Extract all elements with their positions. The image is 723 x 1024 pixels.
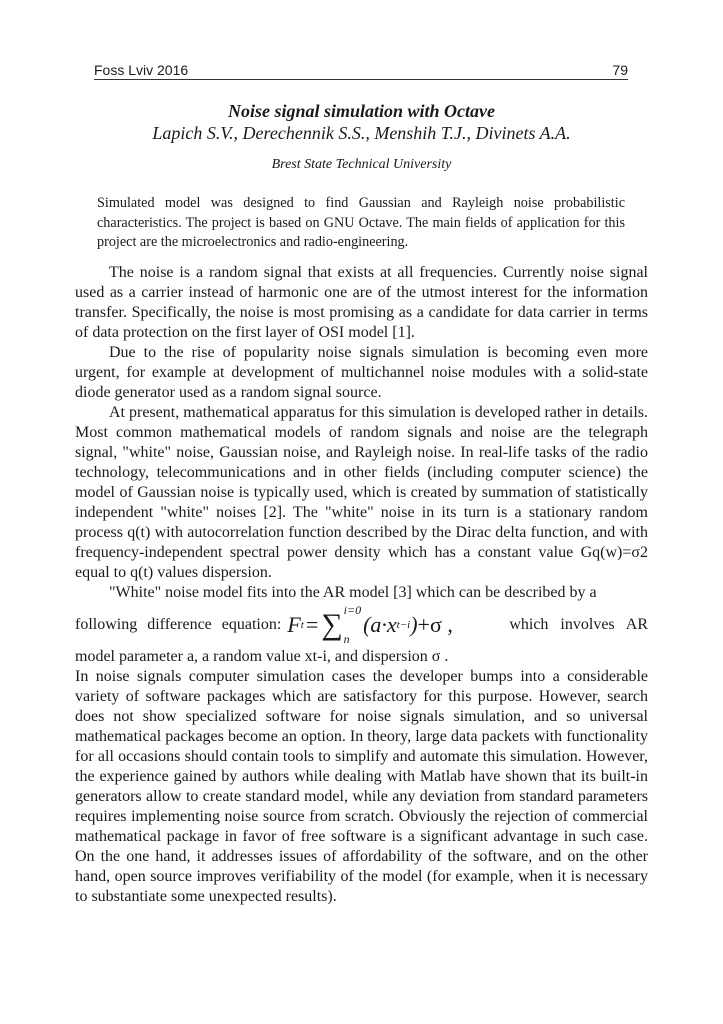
formula-term: (a·x xyxy=(363,612,397,637)
formula-lhs: F xyxy=(287,612,301,637)
formula-lhs-sub: t xyxy=(300,619,304,631)
formula-term-close: ) xyxy=(410,612,418,637)
page-number: 79 xyxy=(612,62,628,78)
paragraph: Due to the rise of popularity noise signals simulation is becoming even more urgent, for example at development of multichannel noise modules with a solid-state diode generator used as a random signal source. xyxy=(75,344,648,401)
formula-line xyxy=(75,603,648,647)
paper-affiliation: Brest State Technical University xyxy=(271,157,452,172)
paragraph: model parameter a, a random value xt-i, and dispersion σ . xyxy=(75,648,449,665)
ar-model-equation xyxy=(287,603,453,646)
paper-authors: Lapich S.V., Derechennik S.S., Menshih T.J., Divinets A.A. xyxy=(152,123,571,143)
paragraph: At present, mathematical apparatus for this simulation is developed rather in details. Most common mathematical models of random signals and noise are the telegraph signal, "white" noise, Gaussian noise, and Rayleigh noise. In real-life tasks of the radio technology, telecommunications and in other fields (including computer science) the model of Gaussian noise is typically used, which is created by summation of statistically independent "white" noises [2]. The "white" noise in its turn is a stationary random process q(t) with autocorrelation function described by the Dirac delta function, and with frequency-independent spectral power density which has a constant value Gq(w)=σ2 equal to q(t) values dispersion. xyxy=(75,404,648,581)
paper-title: Noise signal simulation with Octave xyxy=(227,101,496,121)
paragraph: The noise is a random signal that exists at all frequencies. Currently noise signal used as a carrier instead of harmonic one are of the utmost interest for the information transfer. Specifically, the noise is most promising as a candidate for data carrier in terms of data protection on the first layer of OSI model [1]. xyxy=(75,264,648,341)
body-text xyxy=(75,263,648,907)
formula-plus-sigma: +σ , xyxy=(417,612,453,637)
summation-upper-limit: i=0 xyxy=(343,603,362,617)
paragraph: "White" noise model fits into the AR model [3] which can be described by a xyxy=(109,584,597,601)
formula-lead-text: following difference equation: xyxy=(75,616,282,633)
conference-name: Foss Lviv 2016 xyxy=(94,62,189,78)
summation-limits xyxy=(343,603,362,646)
running-header xyxy=(94,62,628,80)
formula-equals: = xyxy=(305,612,319,637)
paragraph: In noise signals computer simulation cases the developer bumps into a considerable variety of software packages which are satisfactory for this purpose. However, search does not show specialized software for noise signals simulation, and so universal mathematical packages become an option. In theory, large data packets with functionality for all occasions should contain tools to simplify and automate this simulation. However, the experience gained by authors while dealing with Matlab have shown that its built-in generators allow to create standard model, while any deviation from standard parameters requires implementing noise source from scratch. Obviously the rejection of commercial mathematical package in favor of free software is a significant advantage in such case. On the one hand, it addresses issues of affordability of the software, and on the other hand, open source improves verifiability of the model (for example, when it is necessary to substantiate some unexpected results). xyxy=(75,668,648,905)
formula-term-sub: t−i xyxy=(396,619,411,631)
summation-symbol: ∑ xyxy=(321,608,343,641)
formula-trail-text: which involves AR xyxy=(509,616,648,633)
abstract: Simulated model was designed to find Gaussian and Rayleigh noise probabilistic characteristics. The project is based on GNU Octave. The main fields of application for this project are the microelectronics and radio-engineering. xyxy=(97,195,625,250)
summation-lower-limit: n xyxy=(343,632,350,646)
